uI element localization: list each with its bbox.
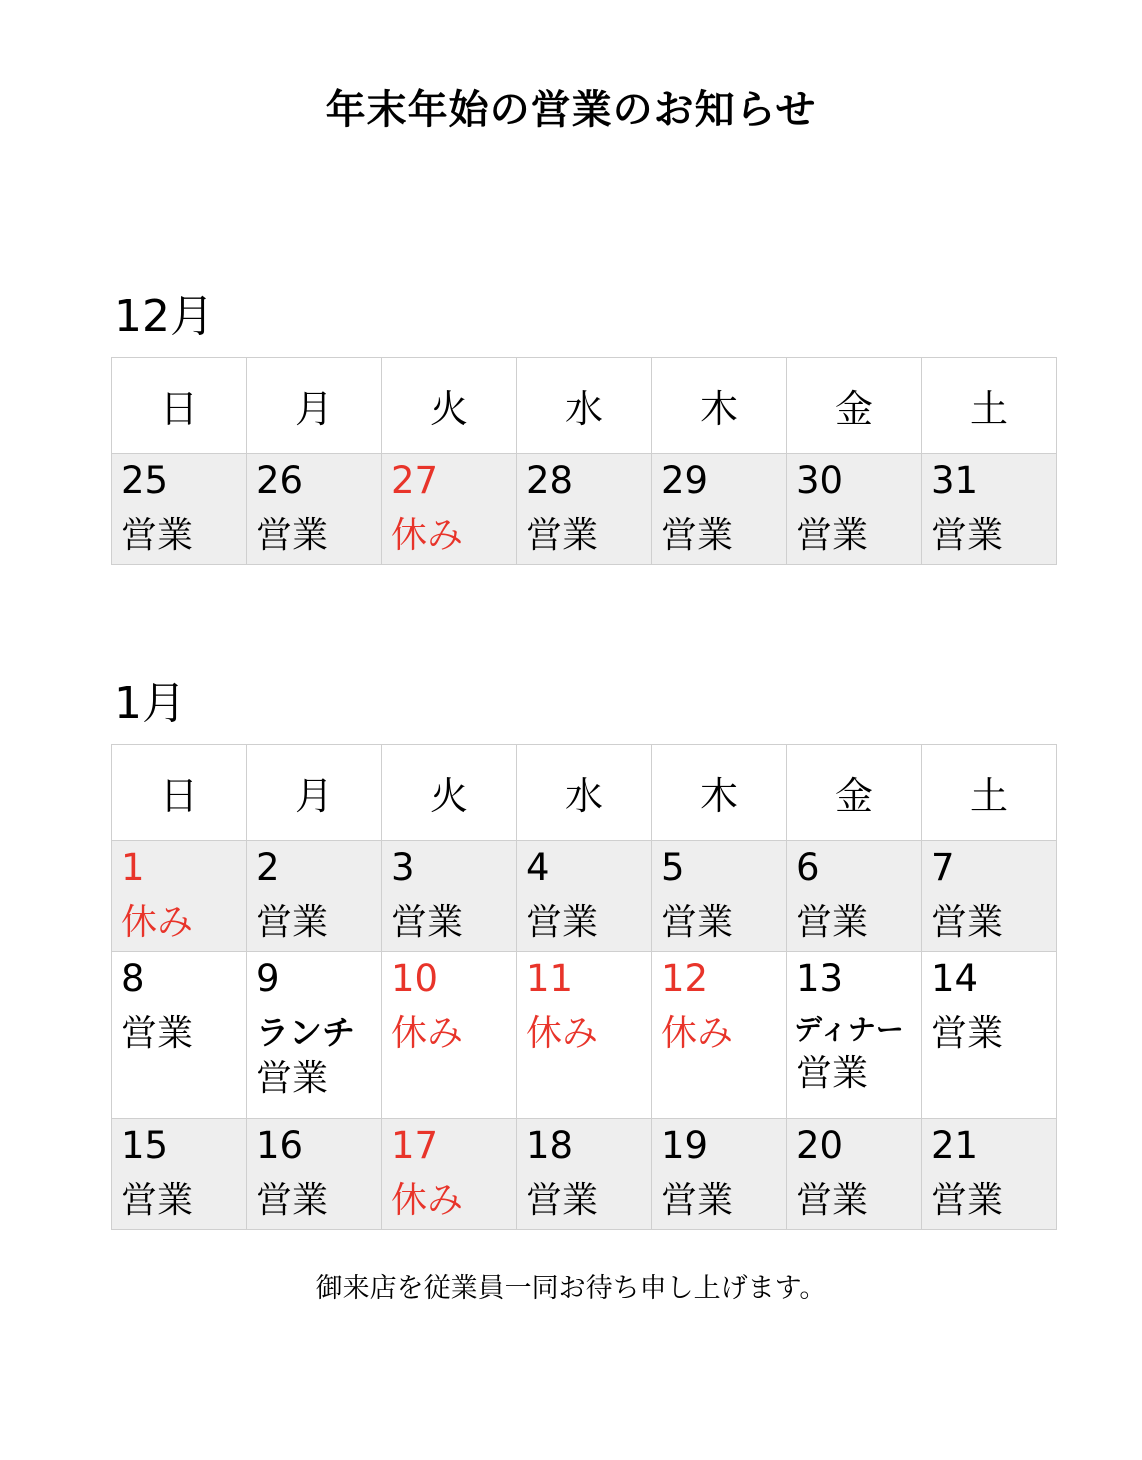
weekday-thu: 木 — [652, 358, 787, 454]
weekday-header-row — [112, 745, 1057, 841]
day-cell — [652, 454, 787, 565]
day-number: 19 — [661, 1124, 709, 1167]
day-cell — [247, 841, 382, 952]
open-label: 営業 — [121, 1180, 194, 1221]
week-row — [112, 952, 1057, 1119]
closed-label: 休み — [391, 515, 464, 556]
day-cell — [382, 454, 517, 565]
day-cell — [922, 841, 1057, 952]
open-label: 営業 — [661, 902, 734, 943]
day-cell — [247, 454, 382, 565]
open-label: 営業 — [256, 902, 329, 943]
day-cell — [652, 841, 787, 952]
weekday-sun: 日 — [112, 358, 247, 454]
day-number: 28 — [526, 459, 574, 502]
closed-label: 休み — [391, 1180, 464, 1221]
service-note: ディナー — [794, 1013, 904, 1046]
day-number: 17 — [391, 1124, 439, 1167]
day-cell — [922, 1119, 1057, 1230]
day-cell — [787, 841, 922, 952]
open-label: 営業 — [796, 515, 869, 556]
week-row — [112, 841, 1057, 952]
day-number: 11 — [526, 957, 574, 1000]
page-title: 年末年始の営業のお知らせ — [325, 87, 817, 133]
day-number: 15 — [121, 1124, 169, 1167]
weekday-mon: 月 — [247, 745, 382, 841]
day-number: 1 — [121, 846, 145, 889]
day-cell — [517, 841, 652, 952]
day-number: 26 — [256, 459, 304, 502]
day-cell — [652, 952, 787, 1119]
day-number: 21 — [931, 1124, 979, 1167]
closed-label: 休み — [526, 1013, 599, 1054]
closed-label: 休み — [391, 1013, 464, 1054]
day-cell — [247, 952, 382, 1119]
weekday-sat: 土 — [922, 745, 1057, 841]
day-number: 16 — [256, 1124, 304, 1167]
open-label: 営業 — [256, 515, 329, 556]
open-label: 営業 — [526, 902, 599, 943]
open-label: 営業 — [526, 515, 599, 556]
day-cell — [382, 952, 517, 1119]
day-cell — [922, 454, 1057, 565]
day-cell — [382, 1119, 517, 1230]
day-cell — [922, 952, 1057, 1119]
weekday-tue: 火 — [382, 358, 517, 454]
day-number: 30 — [796, 459, 844, 502]
day-cell — [247, 1119, 382, 1230]
day-number: 27 — [391, 459, 439, 502]
week-row — [112, 1119, 1057, 1230]
week-row — [112, 454, 1057, 565]
weekday-thu: 木 — [652, 745, 787, 841]
day-number: 2 — [256, 846, 280, 889]
open-label: 営業 — [931, 902, 1004, 943]
open-label: 営業 — [121, 515, 194, 556]
day-number: 6 — [796, 846, 820, 889]
weekday-header-row — [112, 358, 1057, 454]
open-label: 営業 — [661, 1180, 734, 1221]
day-number: 12 — [661, 957, 709, 1000]
day-number: 3 — [391, 846, 415, 889]
open-label: 営業 — [931, 515, 1004, 556]
day-number: 7 — [931, 846, 955, 889]
open-label: 営業 — [796, 902, 869, 943]
open-label: 営業 — [661, 515, 734, 556]
day-number: 9 — [256, 957, 280, 1000]
day-number: 29 — [661, 459, 709, 502]
closed-label: 休み — [121, 902, 194, 943]
january-calendar — [111, 744, 1057, 1230]
weekday-fri: 金 — [787, 358, 922, 454]
day-cell — [382, 841, 517, 952]
weekday-wed: 水 — [517, 358, 652, 454]
december-heading: 12月 — [114, 291, 214, 342]
day-cell — [787, 952, 922, 1119]
day-cell — [787, 454, 922, 565]
open-label: 営業 — [256, 1058, 329, 1099]
day-number: 20 — [796, 1124, 844, 1167]
day-cell — [517, 1119, 652, 1230]
open-label: 営業 — [931, 1180, 1004, 1221]
day-number: 31 — [931, 459, 979, 502]
weekday-fri: 金 — [787, 745, 922, 841]
december-calendar — [111, 357, 1057, 565]
open-label: 営業 — [391, 902, 464, 943]
open-label: 営業 — [121, 1013, 194, 1054]
weekday-mon: 月 — [247, 358, 382, 454]
open-label: 営業 — [526, 1180, 599, 1221]
weekday-sat: 土 — [922, 358, 1057, 454]
day-number: 5 — [661, 846, 685, 889]
open-label: 営業 — [796, 1053, 869, 1094]
day-number: 18 — [526, 1124, 574, 1167]
closing-message: 御来店を従業員一同お待ち申し上げます。 — [315, 1273, 827, 1304]
service-note: ランチ — [256, 1013, 355, 1052]
open-label: 営業 — [796, 1180, 869, 1221]
day-number: 14 — [931, 957, 979, 1000]
day-cell — [112, 841, 247, 952]
day-number: 10 — [391, 957, 439, 1000]
closed-label: 休み — [661, 1013, 734, 1054]
day-cell — [112, 952, 247, 1119]
day-number: 25 — [121, 459, 169, 502]
day-cell — [787, 1119, 922, 1230]
weekday-tue: 火 — [382, 745, 517, 841]
day-cell — [652, 1119, 787, 1230]
january-heading: 1月 — [114, 678, 186, 729]
open-label: 営業 — [931, 1013, 1004, 1054]
open-label: 営業 — [256, 1180, 329, 1221]
day-cell — [112, 1119, 247, 1230]
day-cell — [112, 454, 247, 565]
weekday-sun: 日 — [112, 745, 247, 841]
day-cell — [517, 952, 652, 1119]
day-number: 13 — [796, 957, 844, 1000]
weekday-wed: 水 — [517, 745, 652, 841]
day-cell — [517, 454, 652, 565]
day-number: 8 — [121, 957, 145, 1000]
day-number: 4 — [526, 846, 550, 889]
